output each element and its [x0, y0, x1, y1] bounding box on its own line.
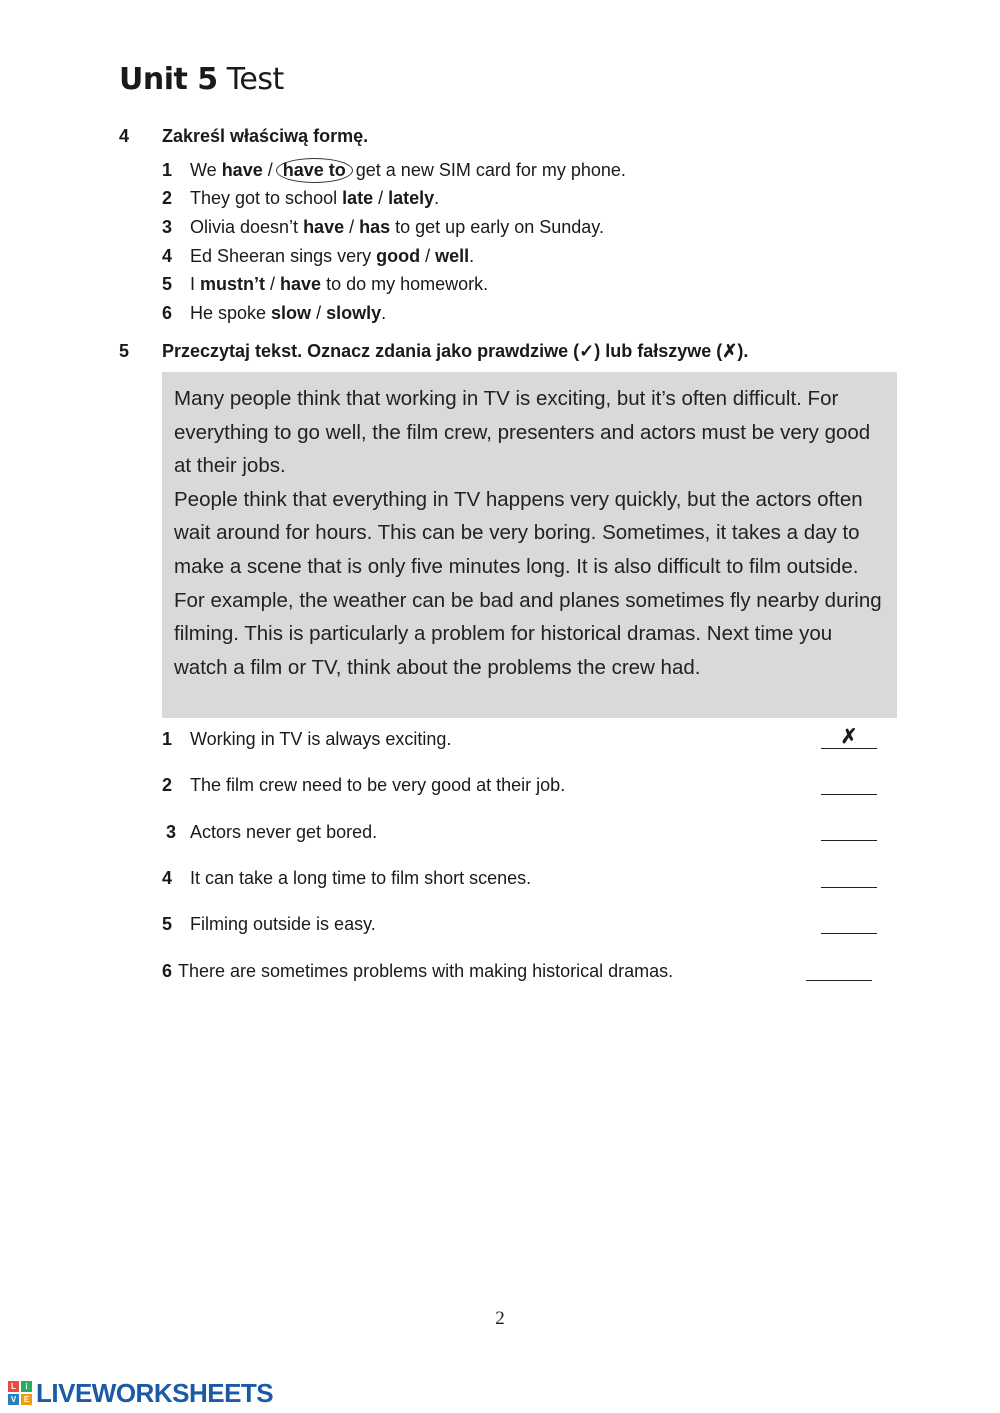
answer-blank[interactable] — [821, 773, 877, 795]
answer-blank[interactable] — [821, 912, 877, 934]
option-b-circled[interactable]: have to — [276, 158, 353, 183]
statement-row: 4 It can take a long time to film short scenes. — [162, 868, 532, 888]
section-5-number: 5 — [119, 341, 130, 361]
option-b[interactable]: slowly — [326, 303, 382, 323]
option-a[interactable]: good — [376, 246, 421, 266]
answer-blank[interactable]: ✗ — [821, 727, 877, 749]
exercise-item: 3 Olivia doesn’t have / has to get up early on Sunday. — [162, 217, 604, 237]
liveworksheets-footer[interactable] — [8, 1377, 274, 1408]
option-a[interactable]: mustn’t — [200, 274, 266, 294]
section-5-heading: Przeczytaj tekst. Oznacz zdania jako prawdziwe (✓) lub fałszywe (✗). — [162, 341, 749, 361]
option-a[interactable]: late — [342, 188, 374, 208]
statement-row: 2 The film crew need to be very good at their job. — [162, 775, 566, 795]
exercise-item: 2 They got to school late / lately. — [162, 188, 440, 208]
statement-row: 3 Actors never get bored. — [166, 822, 378, 842]
answer-blank[interactable] — [821, 819, 877, 841]
option-b[interactable]: lately — [388, 188, 435, 208]
reading-passage — [162, 372, 897, 718]
exercise-item: 1 We have / have to get a new SIM card for my phone. — [162, 160, 626, 181]
exercise-item: 5 I mustn’t / have to do my homework. — [162, 274, 489, 294]
option-a[interactable]: have — [221, 160, 263, 180]
answer-blank[interactable] — [806, 959, 872, 981]
passage-paragraph: Many people think that working in TV is exciting, but it’s often difficult. For everything to go well, the film crew, presenters and actors must be very good at their jobs. — [174, 387, 871, 478]
option-b[interactable]: have — [280, 274, 322, 294]
brand-name: LIVEWORKSHEETS — [36, 1377, 274, 1408]
section-4-number: 4 — [119, 126, 130, 146]
exercise-item: 4 Ed Sheeran sings very good / well. — [162, 246, 475, 266]
page-title: Unit 5 Test — [119, 62, 284, 97]
statement-row: 5 Filming outside is easy. — [162, 914, 376, 934]
option-b[interactable]: well — [435, 246, 470, 266]
statement-row: 6 There are sometimes problems with making historical dramas. — [162, 961, 674, 981]
statement-row: 1 Working in TV is always exciting. — [162, 729, 452, 749]
passage-paragraph: People think that everything in TV happens very quickly, but the actors often wait around for hours. This can be very boring. Sometimes, it takes a day to make a scene that is only five minutes long. It is also difficult to film outside. For example, the weather can be bad and planes sometimes fly nearby during filming. This is particularly a problem for historical dramas. Next time you watch a film or TV, think about the problems the crew had. — [174, 487, 882, 679]
option-a[interactable]: slow — [271, 303, 312, 323]
exercise-item: 6 He spoke slow / slowly. — [162, 303, 387, 323]
section-4-heading: Zakreśl właściwą formę. — [162, 126, 369, 146]
page-number: 2 — [495, 1308, 505, 1329]
liveworksheets-logo-icon: L i V E — [8, 1381, 32, 1405]
answer-blank[interactable] — [821, 866, 877, 888]
option-a[interactable]: have — [303, 217, 345, 237]
option-b[interactable]: has — [359, 217, 391, 237]
